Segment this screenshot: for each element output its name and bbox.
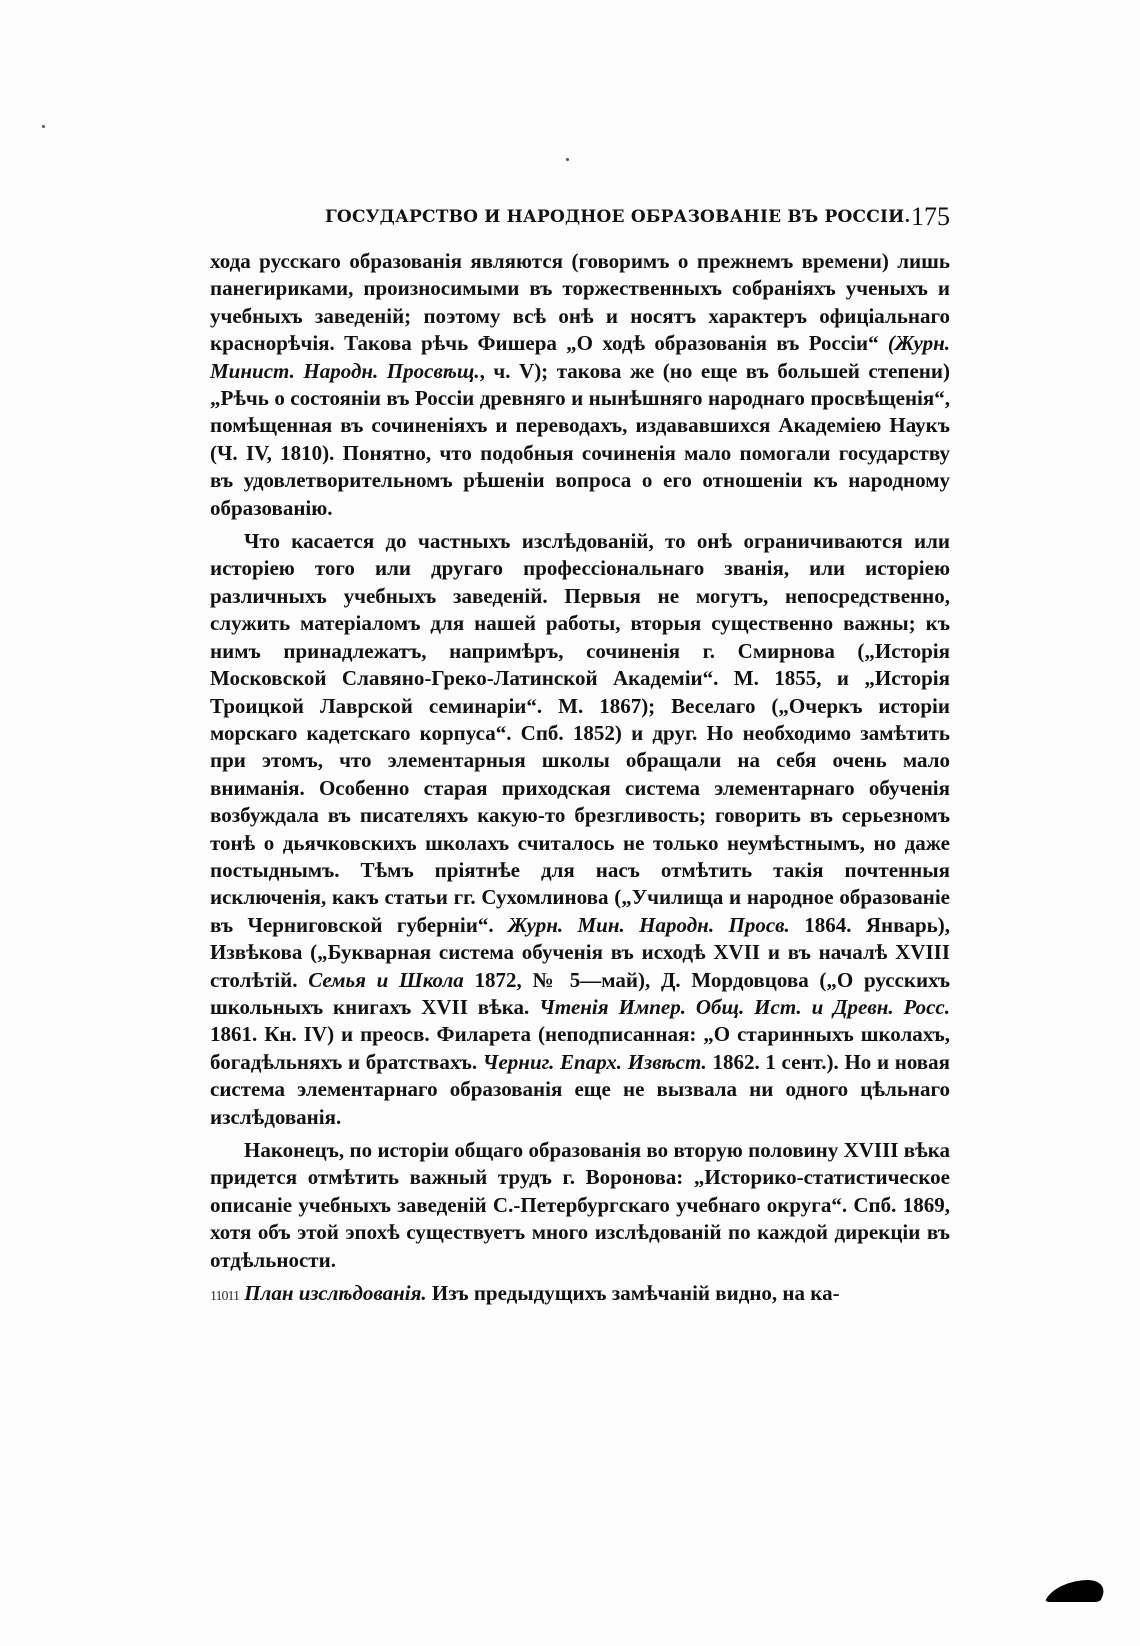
scan-artifact-mark	[1045, 1580, 1110, 1602]
scan-speck	[566, 158, 569, 161]
citation-title: Семья и Школа	[308, 967, 464, 992]
citation-title: Чтенія Импер. Общ. Ист. и Древн. Росс.	[539, 994, 951, 1019]
text-run: 1862. 1 сент.). Но и новая система элементарнаго образованія еще не вызвала ни одного цѣльнаго изслѣдованія.	[210, 1049, 950, 1129]
citation-title: Черниг. Епарх. Извѣст.	[482, 1049, 707, 1074]
text-run: Наконецъ, по исторіи общаго образованія во вторую половину XVIII вѣка придется отмѣтить важный трудъ г. Воронова: „Историко-статистическое описаніе учебныхъ заведеній С.-Петербургскаго учебнаго округа“. Спб. 1869, хотя объ этой эпохѣ существуетъ много изслѣдованій по каждой дирекціи въ отдѣльности.	[210, 1138, 950, 1272]
paragraph-3	[210, 1137, 950, 1274]
citation-title: Журн. Мин. Народн. Просв.	[508, 912, 790, 937]
text-run: Изъ предыдущихъ замѣчаній видно, на ка-	[426, 1281, 840, 1306]
text-run: , ч. V); такова же (но еще въ большей степени) „Рѣчь о состояніи въ Россіи древняго и нынѣшняго народнаго просвѣщенія“, помѣщенная въ сочиненіяхъ и переводахъ, издававшихся Академіею Наукъ (Ч. IV, 1810). Понятно, что подобныя сочиненія мало помогали государству въ удовлетворительномъ рѣшеніи вопроса о его отношеніи къ народному образованію.	[210, 358, 950, 520]
section-heading-italic: План изслѣдованія.	[244, 1281, 427, 1306]
paragraph-4	[210, 1280, 950, 1310]
citation-title: (Журн. Минист. Народн. Просвѣщ.	[210, 331, 950, 383]
running-title: ГОСУДАРСТВО И НАРОДНОЕ ОБРАЗОВАНІЕ ВЪ РОССІИ.	[325, 207, 911, 227]
stray-marks: 11011	[210, 1289, 239, 1305]
text-run: 1861. Кн. IV) и преосв. Филарета (неподписанная: „О старинныхъ школахъ, богадѣльняхъ и братствахъ.	[210, 1022, 950, 1074]
scan-speck	[42, 125, 45, 128]
text-run: Что касается до частныхъ изслѣдованій, то онѣ ограничиваются или исторіею того или другаго профессіональнаго званія, или исторіею различныхъ учебныхъ заведеній. Первыя не могутъ, непосредственно, служить матеріаломъ для нашей работы, вторыя существенно важны; къ нимъ принадлежатъ, напримѣръ, сочиненія г. Смирнова („Исторія Московской Славяно-Греко-Латинской Академіи“. М. 1855, и „Исторія Троицкой Лаврской семинаріи“. М. 1867); Веселаго („Очеркъ исторіи морскаго кадетскаго корпуса“. Спб. 1852) и друг. Но необходимо замѣтить при этомъ, что элементарныя школы обращали на себя очень мало вниманія. Особенно старая приходская система элементарнаго обученія возбуждала въ писателяхъ какую-то брезгливость; говорить въ серьезномъ тонѣ о дьячковскихъ школахъ считалось не только неумѣстнымъ, но даже постыднымъ. Тѣмъ пріятнѣе для насъ отмѣтить такія почтенныя исключенія, какъ статьи гг. Сухомлинова („Училища и народное образованіе въ Черниговской губерніи“.	[210, 529, 950, 937]
text-run: хода русскаго образованія являются (говоримъ о прежнемъ времени) лишь панегириками, произносимыми въ торжественныхъ собраніяхъ ученыхъ и учебныхъ заведеній; поэтому всѣ онѣ и носятъ характеръ офиціальнаго краснорѣчія. Такова рѣчь Фишера „О ходѣ образованія въ Россіи“	[210, 249, 950, 356]
paragraph-1	[210, 248, 950, 522]
page-number: 175	[911, 202, 950, 231]
text-run: 1864. Январь), Извѣкова („Букварная система обученія въ исходѣ XVII и въ началѣ XVIII столѣтій.	[210, 912, 950, 992]
paragraph-2	[210, 528, 950, 1131]
body-text	[210, 248, 950, 1310]
page-header	[210, 200, 950, 234]
text-run: 1872, № 5—май), Д. Мордовцова („О русскихъ школьныхъ книгахъ XVII вѣка.	[210, 967, 950, 1019]
